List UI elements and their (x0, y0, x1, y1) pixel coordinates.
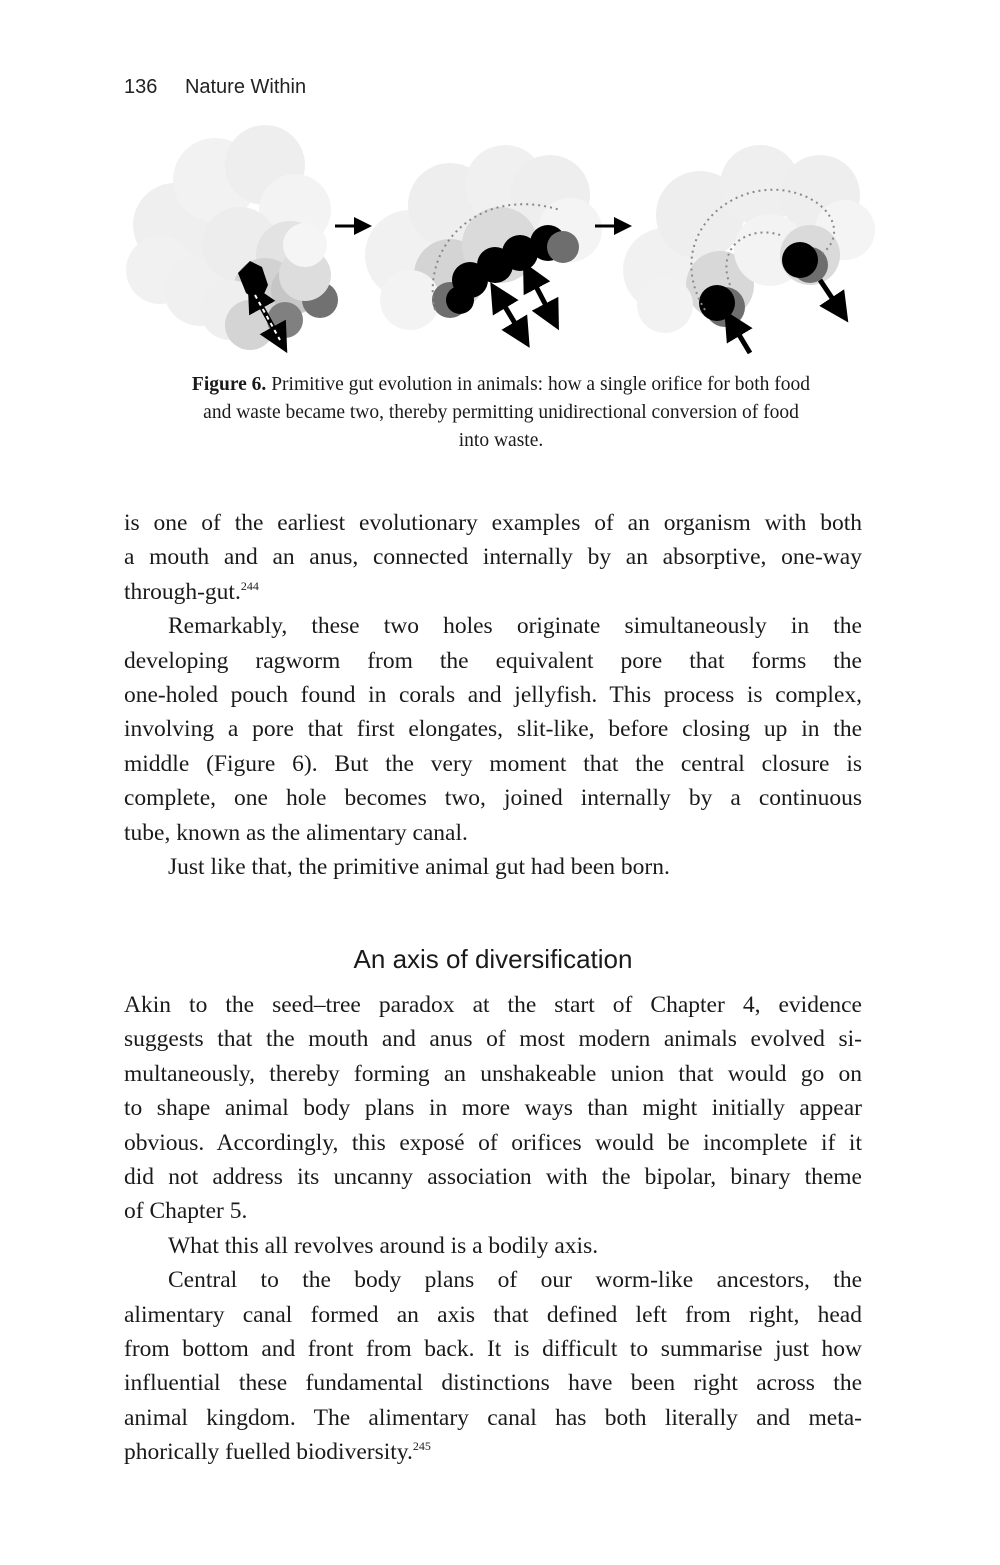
stage-1-single-orifice (126, 125, 338, 350)
mouth-inflow-arrow (732, 323, 750, 353)
paragraph-4-line: obvious. Accordingly, this exposé of orifices would be incomplete if it (124, 1129, 862, 1156)
running-head (124, 76, 306, 99)
paragraph-6-line: phorically fuelled biodiversity.$^{245}$ (124, 1439, 431, 1466)
paragraph-4-line: Akin to the seed–tree paradox at the start of Chapter 4, evidence (124, 992, 862, 1018)
stage-3-two-orifices (623, 145, 875, 353)
anus-outflow-arrow (820, 280, 840, 310)
caption-line-1: Figure 6. Primitive gut evolution in animals: how a single orifice for both food (191, 374, 811, 395)
paragraph-6-line: influential these fundamental distinctions have been right across the (124, 1370, 862, 1397)
paragraph-2-line: one-holed pouch found in corals and jellyfish. This process is complex, (124, 681, 862, 708)
paragraph-2-line: Remarkably, these two holes originate simultaneously in the (168, 613, 862, 640)
paragraph-4-line: to shape animal body plans in more ways than might initially appear (124, 1095, 862, 1122)
paragraph-1-line: through-gut.$^{244}$ (124, 578, 259, 605)
paragraph-2-line: middle (Figure 6). But the very moment that the central closure is (124, 750, 862, 777)
body-paragraphs-top (124, 506, 862, 884)
paragraph-2-line: involving a pore that first elongates, slit-like, before closing up in the (124, 716, 862, 743)
paragraph-4-line: suggests that the mouth and anus of most modern animals evolved si- (124, 1026, 862, 1053)
figure-label: Figure 6. (191, 374, 267, 395)
paragraph-2-line: developing ragworm from the equivalent pore that forms the (124, 647, 862, 674)
footnote-ref-244[interactable]: 244 (240, 578, 259, 593)
paragraph-4-line: of Chapter 5. (124, 1198, 248, 1225)
figure-6-illustration (120, 125, 880, 360)
paragraph-3-line: Just like that, the primitive animal gut had been born. (168, 853, 670, 880)
paragraph-2-line: tube, known as the alimentary canal. (124, 819, 468, 846)
paragraph-1-line: a mouth and an anus, connected internally by an absorptive, one-way (124, 544, 862, 571)
paragraph-4-line: did not address its uncanny association with the bipolar, binary theme (124, 1163, 862, 1190)
paragraph-6-line: alimentary canal formed an axis that defined left from right, head (124, 1301, 862, 1328)
caption-line-3: into waste. (458, 430, 544, 451)
page-number: 136 (124, 76, 158, 98)
paragraph-4-line: multaneously, thereby forming an unshakeable union that would go on (124, 1060, 862, 1087)
paragraph-1-line: is one of the earliest evolutionary examples of an organism with both (124, 510, 862, 536)
book-title: Nature Within (184, 76, 307, 98)
body-paragraphs-bottom (124, 988, 862, 1469)
stage-2-slit-pore (365, 145, 602, 335)
figure-caption (124, 371, 878, 455)
paragraph-2-line: complete, one hole becomes two, joined internally by a continuous (124, 785, 862, 812)
caption-line-2: and waste became two, thereby permitting unidirectional conversion of food (203, 402, 799, 423)
paragraph-6-line: animal kingdom. The alimentary canal has both literally and meta- (124, 1404, 862, 1431)
footnote-ref-245[interactable]: 245 (412, 1439, 431, 1454)
paragraph-5-line: What this all revolves around is a bodily axis. (168, 1232, 599, 1259)
paragraph-6-line: Central to the body plans of our worm-like ancestors, the (168, 1267, 862, 1294)
paragraph-6-line: from bottom and front from back. It is difficult to summarise just how (124, 1335, 862, 1362)
section-heading: An axis of diversification (353, 944, 633, 974)
